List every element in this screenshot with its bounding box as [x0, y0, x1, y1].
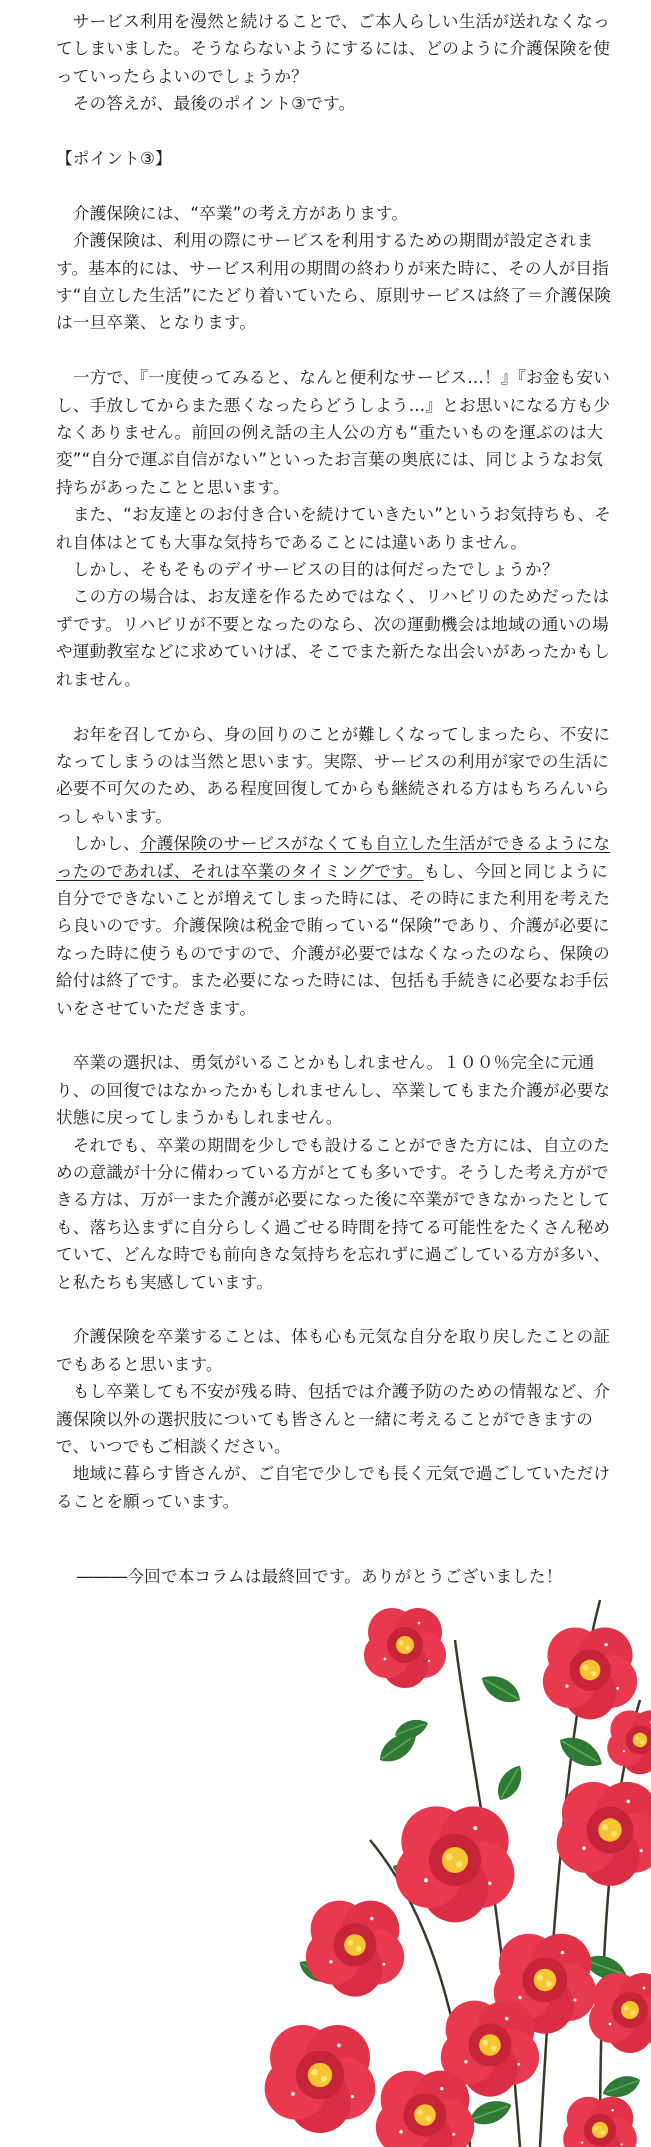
body-paragraph: しかし、そもそものデイサービスの目的は何だったでしょうか？: [56, 560, 559, 580]
body-paragraph: また、“お友達とのお付き合いを続けていきたい”というお気持ちも、それ自体はとても大事な気持ちであることには違いありません。: [56, 505, 611, 552]
body-paragraph: 介護保険には、“卒業”の考え方があります。: [56, 203, 409, 223]
body-paragraph: [56, 830, 616, 1022]
column-article: [56, 8, 616, 1515]
closing-message: ―――今回で本コラムは最終回です。ありがとうございました！: [77, 1567, 563, 1586]
intro-section: [56, 8, 616, 118]
conclusion-section: [56, 1323, 616, 1515]
body-paragraph: それでも、卒業の期間を少しでも設けることができた方には、自立のための意識が十分に備わっている方がとても多いです。そうした考え方ができる方は、万が一また介護が必要になった後に卒業ができなかったとしても、落ち込まずに自分らしく過ごせる時間を持てる可能性をたくさん秘めていて、どんな時でも前向きな気持ちを忘れずに過ごしている方が多い、と私たちも実感しています。: [56, 1135, 611, 1292]
body-paragraph: もし卒業しても不安が残る時、包括では介護予防のための情報など、介護保険以外の選択肢についても皆さんと一緒に考えることができますので、いつでもご相談ください。: [56, 1382, 611, 1457]
body-paragraph: 介護保険は、利用の際にサービスを利用するための期間が設定されます。基本的には、サービス利用の期間の終わりが来た時に、その人が目指す“自立した生活”にたどり着いていたら、原則サービスは終了＝介護保険は一旦卒業、となります。: [56, 231, 611, 333]
body-paragraph: お年を召してから、身の回りのことが難しくなってしまったら、不安になってしまうのは当然と思います。実際、サービスの利用が家での生活に必要不可欠のため、ある程度回復してからも継続される方はもちろんいらっしゃいます。: [56, 724, 611, 826]
body-paragraph: 卒業の選択は、勇気がいることかもしれません。１００％完全に元通り、の回復ではなかったかもしれませんし、卒業してもまた介護が必要な状態に戻ってしまうかもしれません。: [56, 1053, 611, 1128]
graduation-timing-section: [56, 721, 616, 1022]
convenience-concern-section: [56, 364, 616, 693]
body-paragraph: この方の場合は、お友達を作るためではなく、リハビリのためだったはずです。リハビリが不要となったのなら、次の運動機会は地域の通いの場や運動教室などに求めていけば、そこでまた新たな出会いがあったかもしれません。: [56, 587, 611, 689]
text-span: しかし、: [56, 834, 140, 854]
body-paragraph: 一方で、『一度使ってみると、なんと便利なサービス…！』『お金も安いし、手放してからまた悪くなったらどうしよう…』とお思いになる方も少なくありません。前回の例え話の主人公の方も“重たいものを運ぶのは大変”“自分で運ぶ自信がない”といったお言葉の奥底には、同じようなお気持ちがあったことと思います。: [56, 368, 611, 497]
graduation-concept-section: [56, 200, 616, 337]
body-paragraph: 地域に暮らす皆さんが、ご自宅で少しでも長く元気で過ごしていただけることを願っています。: [56, 1464, 611, 1511]
intro-paragraph: その答えが、最後のポイント③です。: [56, 94, 356, 114]
point-heading: 【ポイント③】: [56, 149, 172, 169]
body-paragraph: 介護保険を卒業することは、体も心も元気な自分を取り戻したことの証でもあると思います。: [56, 1327, 611, 1374]
text-span: もし、今回と同じように自分でできないことが増えてしまった時には、その時にまた利用を考えたら良いのです。介護保険は税金で賄っている“保険”であり、介護が必要になった時に使うものですので、介護が必要ではなくなったのなら、保険の給付は終了です。また必要になった時には、包括も手続きに必要なお手伝いをさせていただきます。: [56, 861, 611, 1018]
courage-section: [56, 1049, 616, 1296]
underlined-key-message: 介護保険のサービスがなくても自立した生活ができるようになったのであれば、それは卒業のタイミングです。: [56, 834, 611, 881]
intro-paragraph: サービス利用を漫然と続けることで、ご本人らしい生活が送れなくなってしまいました。そうならないようにするには、どのように介護保険を使っていったらよいのでしょうか？: [56, 12, 611, 86]
